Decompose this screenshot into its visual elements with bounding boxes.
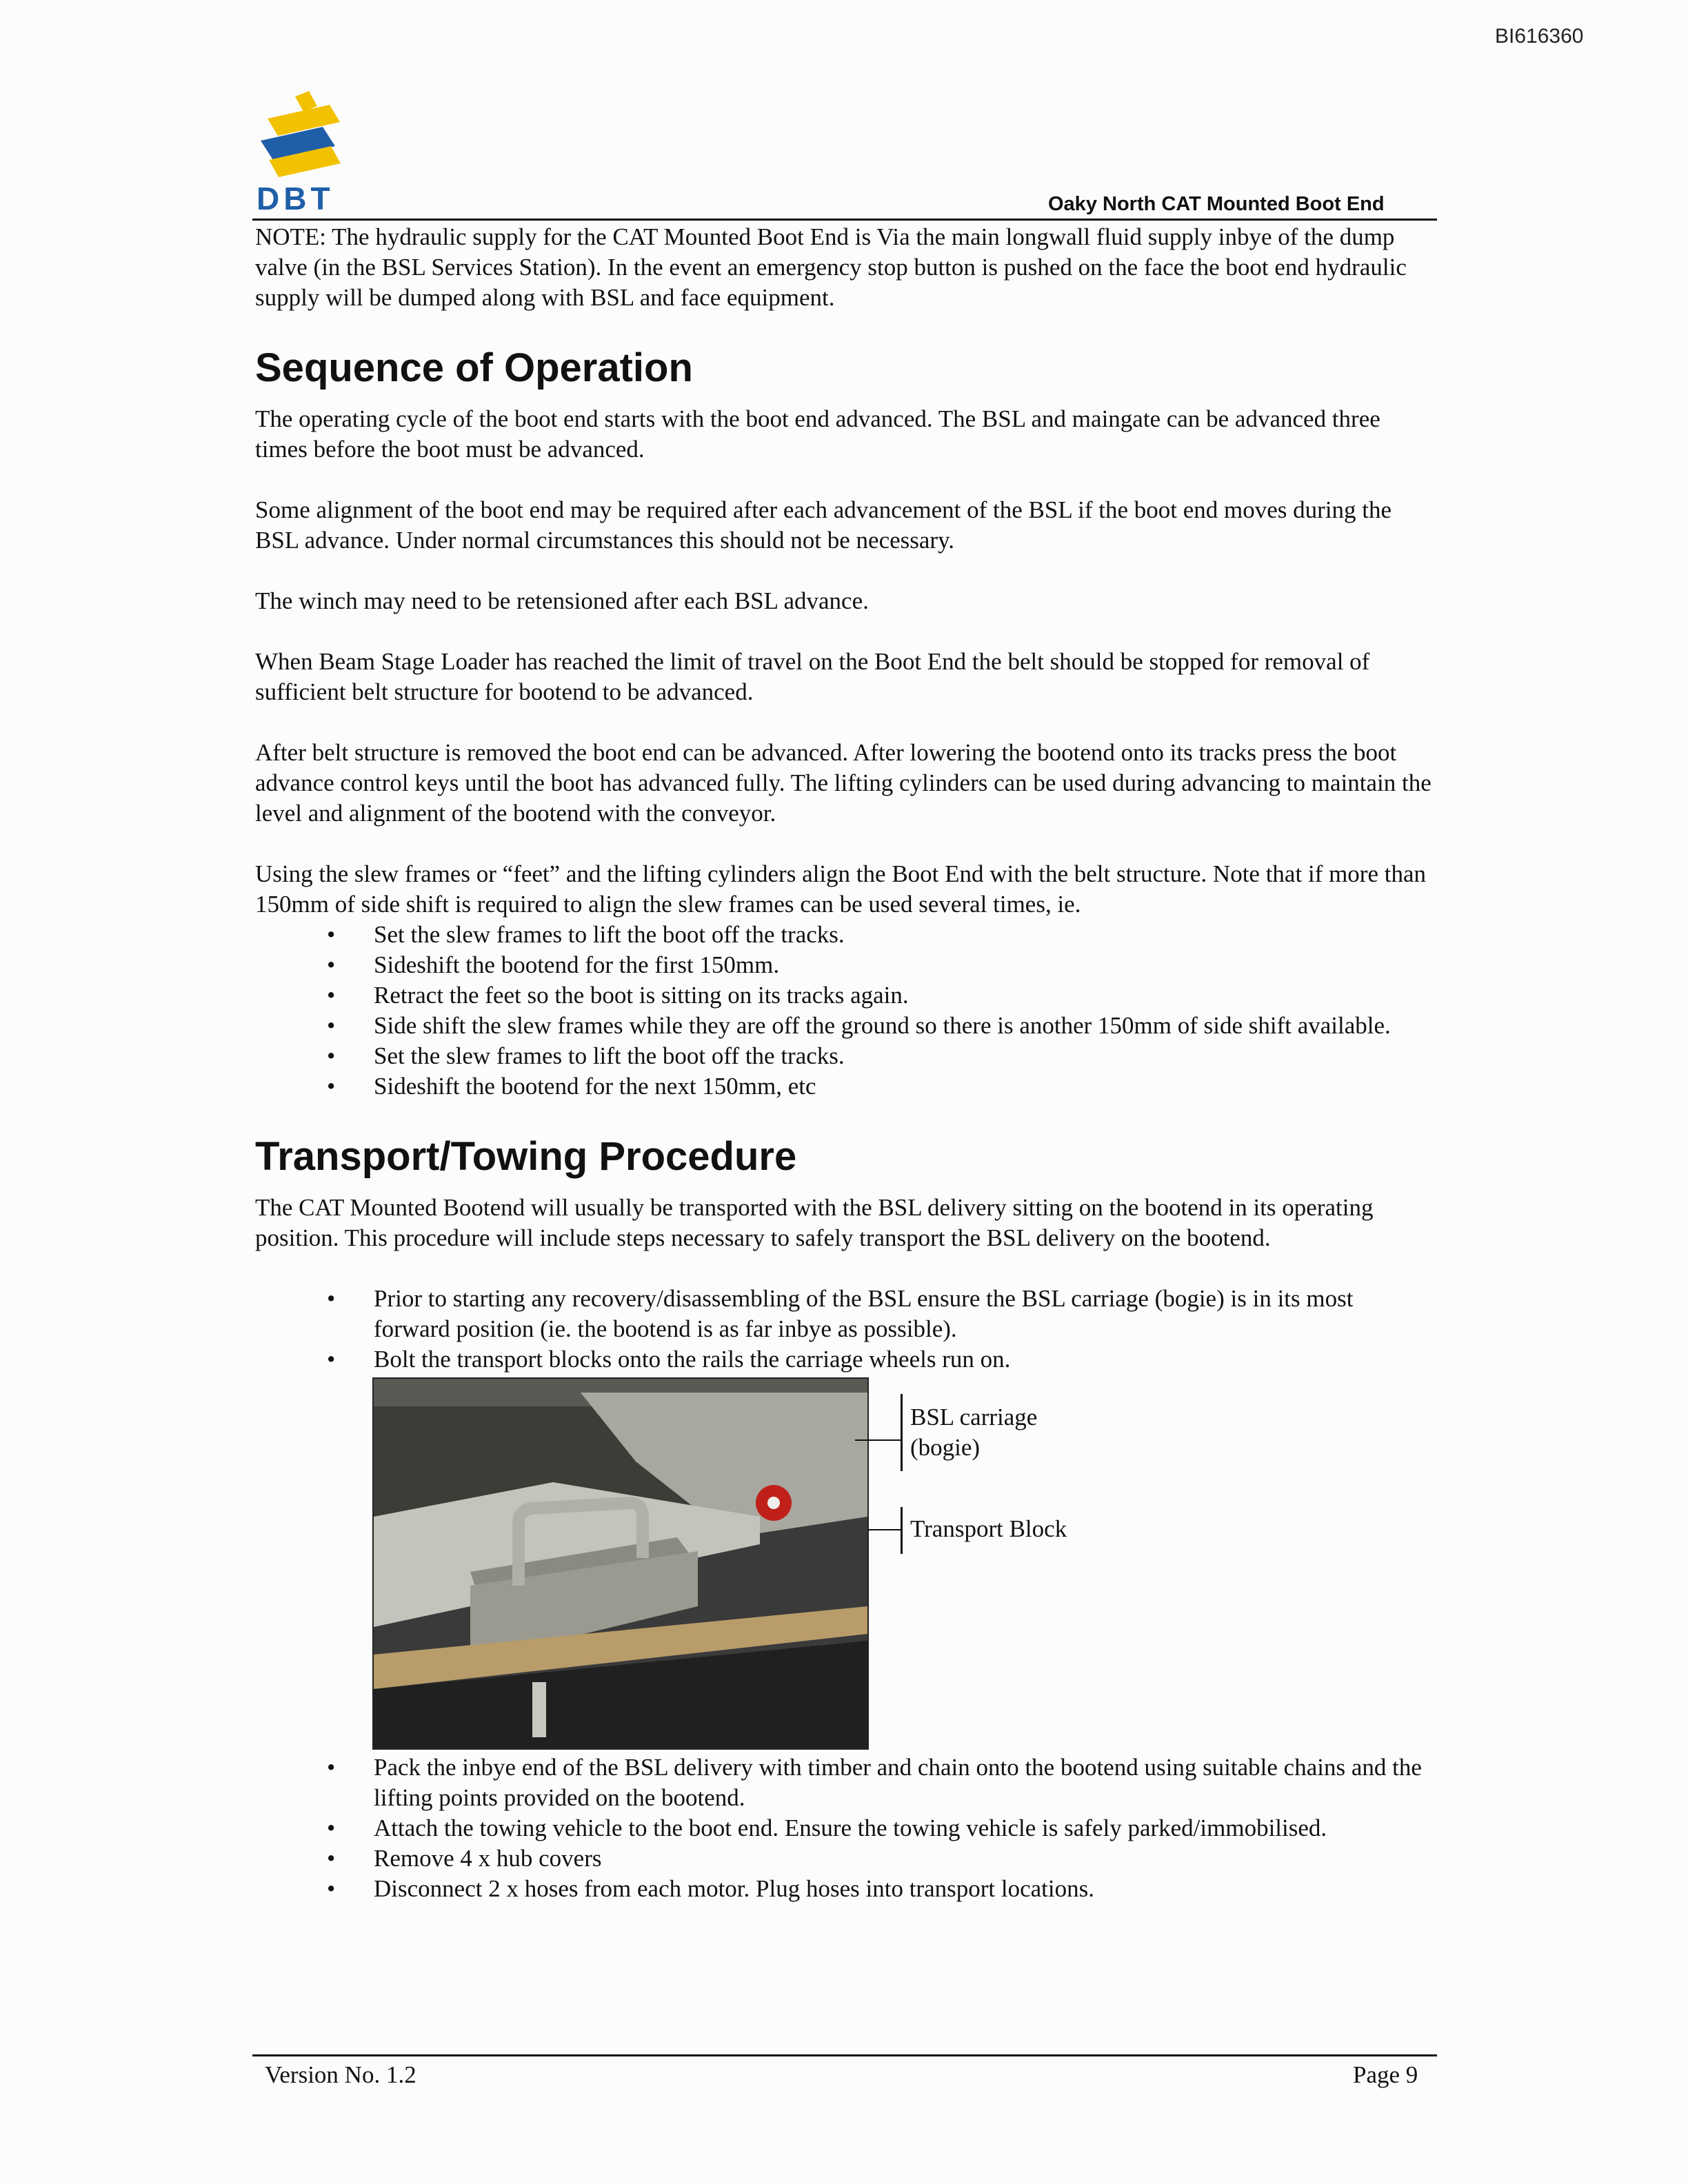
callout-bracket-block <box>901 1507 903 1554</box>
list-item: • Side shift the slew frames while they are off the ground so there is another 150mm of side shift available. <box>327 1012 1391 1039</box>
transport-block-photo <box>372 1377 869 1750</box>
page-content <box>255 222 1434 1904</box>
callout-label-block: Transport Block <box>910 1515 1067 1542</box>
paragraph: Using the slew frames or “feet” and the lifting cylinders align the Boot End with the belt structure. Note that if more than 150mm of side shift is required to align the slew frames can be used several times, ie. <box>255 860 1426 918</box>
section-heading-sequence: Sequence of Operation <box>255 345 693 390</box>
list-item: • Set the slew frames to lift the boot off the tracks. <box>327 1042 845 1069</box>
paragraph: When Beam Stage Loader has reached the limit of travel on the Boot End the belt should be stopped for removal of sufficient belt structure for bootend to be advanced. <box>255 648 1370 705</box>
svg-text:DBT: DBT <box>257 181 334 215</box>
list-item: • Set the slew frames to lift the boot off the tracks. <box>327 921 845 948</box>
slew-steps-list <box>255 920 1434 1102</box>
list-item: • Pack the inbye end of the BSL delivery with timber and chain onto the bootend using suitable chains and the lifting points provided on the bootend. <box>327 1754 1422 1811</box>
paragraph: The winch may need to be retensioned after each BSL advance. <box>255 587 869 614</box>
footer-page-number: Page 9 <box>1353 2061 1418 2088</box>
list-item: • Sideshift the bootend for the next 150mm, etc <box>327 1073 816 1100</box>
footer-version: Version No. 1.2 <box>265 2061 416 2088</box>
transport-block-figure <box>255 1377 1434 1750</box>
paragraph: Some alignment of the boot end may be required after each advancement of the BSL if the boot end moves during the BSL advance. Under normal circumstances this should not be necessary. <box>255 496 1392 554</box>
list-item: • Bolt the transport blocks onto the rails the carriage wheels run on. <box>327 1346 1011 1373</box>
paragraph: The operating cycle of the boot end starts with the boot end advanced. The BSL and maingate can be advanced three times before the boot must be advanced. <box>255 405 1380 463</box>
document-id: BI616360 <box>1495 25 1584 48</box>
callout-line-block <box>867 1529 901 1530</box>
dbt-logo-icon <box>254 91 350 215</box>
header-rule <box>252 219 1437 221</box>
list-item: • Remove 4 x hub covers <box>327 1845 602 1872</box>
section-heading-transport: Transport/Towing Procedure <box>255 1134 797 1179</box>
callout-arrow-carriage <box>855 1439 901 1441</box>
list-item: • Attach the towing vehicle to the boot end. Ensure the towing vehicle is safely parked/immobilised. <box>327 1814 1327 1841</box>
hydraulic-note: NOTE: The hydraulic supply for the CAT Mounted Boot End is Via the main longwall fluid supply inbye of the dump valve (in the BSL Services Station). In the event an emergency stop button is pushed on the face the boot end hydraulic supply will be dumped along with BSL and face equipment. <box>255 223 1407 311</box>
dbt-logo <box>254 91 350 215</box>
footer-rule <box>252 2054 1437 2056</box>
header-title: Oaky North CAT Mounted Boot End <box>1048 193 1385 215</box>
list-item: • Sideshift the bootend for the first 150mm. <box>327 951 780 978</box>
callout-label-carriage: BSL carriage (bogie) <box>910 1404 1038 1461</box>
paragraph: The CAT Mounted Bootend will usually be transported with the BSL delivery sitting on the bootend in its operating position. This procedure will include steps necessary to safely transport the BSL delivery on the bootend. <box>255 1194 1374 1251</box>
list-item: • Prior to starting any recovery/disassembling of the BSL ensure the BSL carriage (bogie) is in its most forward position (ie. the bootend is as far inbye as possible). <box>327 1285 1354 1342</box>
list-item: • Retract the feet so the boot is sitting on its tracks again. <box>327 982 909 1009</box>
transport-steps-list <box>255 1284 1434 1375</box>
transport-steps-list-continued <box>255 1752 1434 1904</box>
list-item: • Disconnect 2 x hoses from each motor. Plug hoses into transport locations. <box>327 1875 1094 1902</box>
callout-bracket-carriage <box>901 1394 903 1471</box>
paragraph: After belt structure is removed the boot end can be advanced. After lowering the bootend onto its tracks press the boot advance control keys until the boot has advanced fully. The lifting cylinders can be used during advancing to maintain the level and alignment of the bootend with the conveyor. <box>255 739 1431 827</box>
